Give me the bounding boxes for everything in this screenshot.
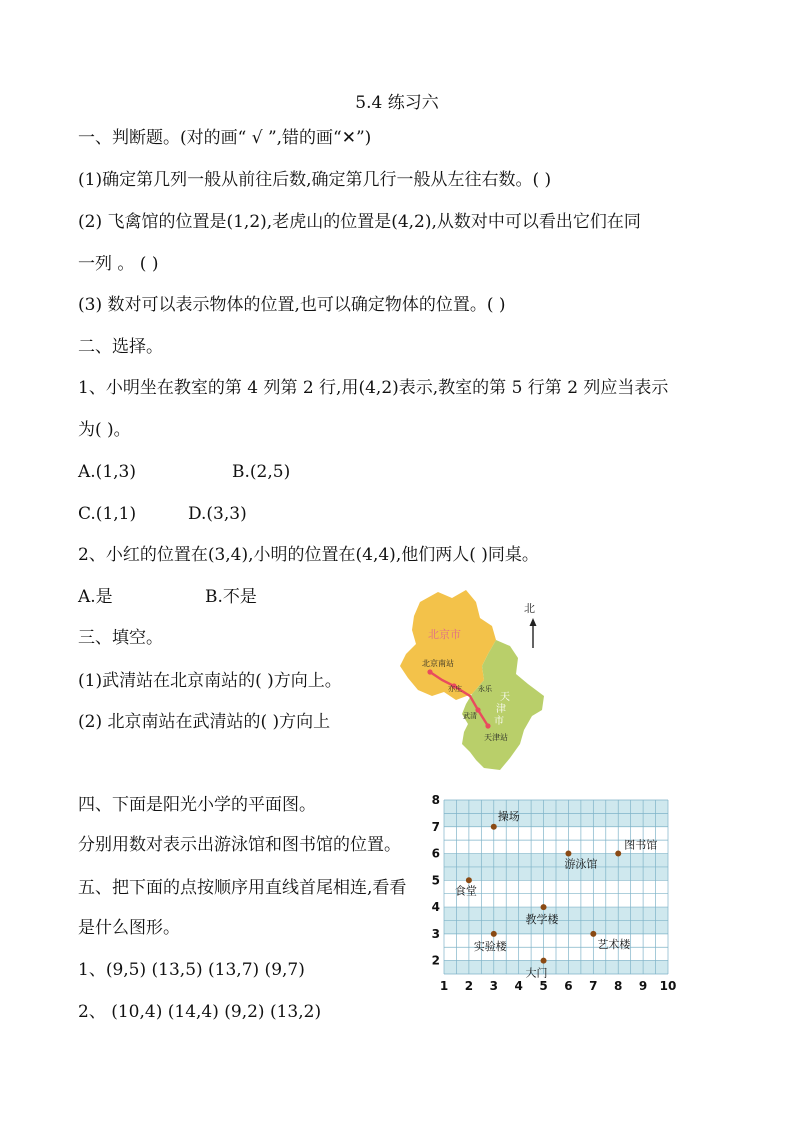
- point-label: 实验楼: [473, 939, 507, 953]
- y-tick-label: 5: [431, 873, 440, 888]
- fill-q2: (2) 北京南站在武清站的( )方向上: [78, 712, 331, 732]
- x-tick-label: 6: [564, 979, 573, 993]
- option-c: C.(1,1): [78, 504, 137, 524]
- section5-heading-line1: 五、把下面的点按顺序用直线首尾相连,看看: [78, 878, 407, 898]
- y-tick-label: 8: [431, 793, 440, 807]
- choice-q2-option-b: B.不是: [205, 587, 257, 607]
- point-label: 大门: [525, 966, 548, 980]
- section3-heading: 三、填空。: [78, 628, 163, 648]
- section1-heading: 一、判断题。(对的画“ √ ”,错的画“✕”): [78, 128, 372, 148]
- wuqing-label: 武清: [463, 712, 477, 720]
- point-label: 操场: [497, 809, 520, 823]
- choice-q1-line2: 为( )。: [78, 420, 131, 440]
- x-tick-label: 7: [589, 979, 598, 993]
- option-b: B.(2,5): [232, 462, 291, 482]
- point-marker: [466, 877, 472, 883]
- point-marker: [541, 904, 547, 910]
- tianjin-station-label: 天津站: [484, 733, 508, 742]
- tianjin-label-1: 天: [500, 692, 510, 703]
- section4-question: 分别用数对表示出游泳馆和图书馆的位置。: [78, 835, 401, 855]
- point-label: 教学楼: [525, 913, 559, 927]
- school-plan-grid: [428, 792, 680, 1004]
- judge-q3: (3) 数对可以表示物体的位置,也可以确定物体的位置。( ): [78, 295, 506, 315]
- beijing-tianjin-map: [392, 584, 552, 772]
- x-tick-label: 5: [539, 979, 548, 993]
- yizhuang-label: 亦庄: [448, 685, 462, 693]
- x-tick-label: 3: [489, 979, 498, 993]
- option-d: D.(3,3): [188, 504, 247, 524]
- x-tick-label: 4: [514, 979, 523, 993]
- station-tianjin: [485, 723, 490, 728]
- station-beijing-south: [427, 669, 432, 674]
- tianjin-label-3: 市: [494, 716, 504, 727]
- north-label: 北: [524, 602, 535, 615]
- y-tick-label: 7: [431, 819, 440, 834]
- point-label: 艺术楼: [597, 937, 631, 951]
- x-tick-label: 2: [464, 979, 474, 993]
- y-tick-label: 6: [431, 846, 440, 861]
- judge-q1: (1)确定第几列一般从前往后数,确定第几行一般从左往右数。( ): [78, 170, 552, 190]
- choice-q2-option-a: A.是: [78, 587, 113, 607]
- x-tick-label: 9: [638, 979, 648, 993]
- option-a: A.(1,3): [78, 462, 136, 482]
- point-marker: [491, 824, 497, 830]
- point-label: 游泳馆: [564, 857, 598, 871]
- x-tick-label: 1: [439, 979, 449, 993]
- y-tick-label: 2: [431, 953, 440, 968]
- point-marker: [565, 851, 571, 857]
- fill-q1: (1)武清站在北京南站的( )方向上。: [78, 671, 342, 691]
- y-tick-label: 4: [431, 900, 440, 915]
- section5-q2: 2、 (10,4) (14,4) (9,2) (13,2): [78, 1002, 322, 1022]
- section5-heading-line2: 是什么图形。: [78, 918, 180, 938]
- x-tick-label: 8: [614, 979, 623, 993]
- judge-q2-line1: (2) 飞禽馆的位置是(1,2),老虎山的位置是(4,2),从数对中可以看出它们在同: [78, 212, 641, 232]
- beijing-label: 北京市: [428, 628, 461, 641]
- tianjin-label-2: 津: [496, 704, 506, 715]
- point-marker: [541, 958, 547, 964]
- page-title: 5.4 练习六: [355, 93, 439, 113]
- north-arrow-icon: [530, 618, 537, 626]
- point-marker: [615, 851, 621, 857]
- section2-heading: 二、选择。: [78, 337, 163, 357]
- section5-q1: 1、(9,5) (13,5) (13,7) (9,7): [78, 960, 305, 980]
- x-tick-label: 10: [659, 979, 677, 993]
- beijing-south-label: 北京南站: [422, 659, 454, 668]
- choice-q1-line1: 1、小明坐在教室的第 4 列第 2 行,用(4,2)表示,教室的第 5 行第 2 列应当表示: [78, 378, 669, 398]
- judge-q2-line2: 一列 。 ( ): [78, 254, 159, 274]
- point-label: 图书馆: [624, 838, 658, 852]
- section4-heading: 四、下面是阳光小学的平面图。: [78, 795, 316, 815]
- point-label: 食堂: [454, 884, 477, 898]
- point-marker: [590, 931, 596, 937]
- yongle-label: 永乐: [478, 685, 492, 693]
- y-tick-label: 3: [431, 926, 440, 941]
- choice-q2: 2、小红的位置在(3,4),小明的位置在(4,4),他们两人( )同桌。: [78, 545, 539, 565]
- point-marker: [491, 931, 497, 937]
